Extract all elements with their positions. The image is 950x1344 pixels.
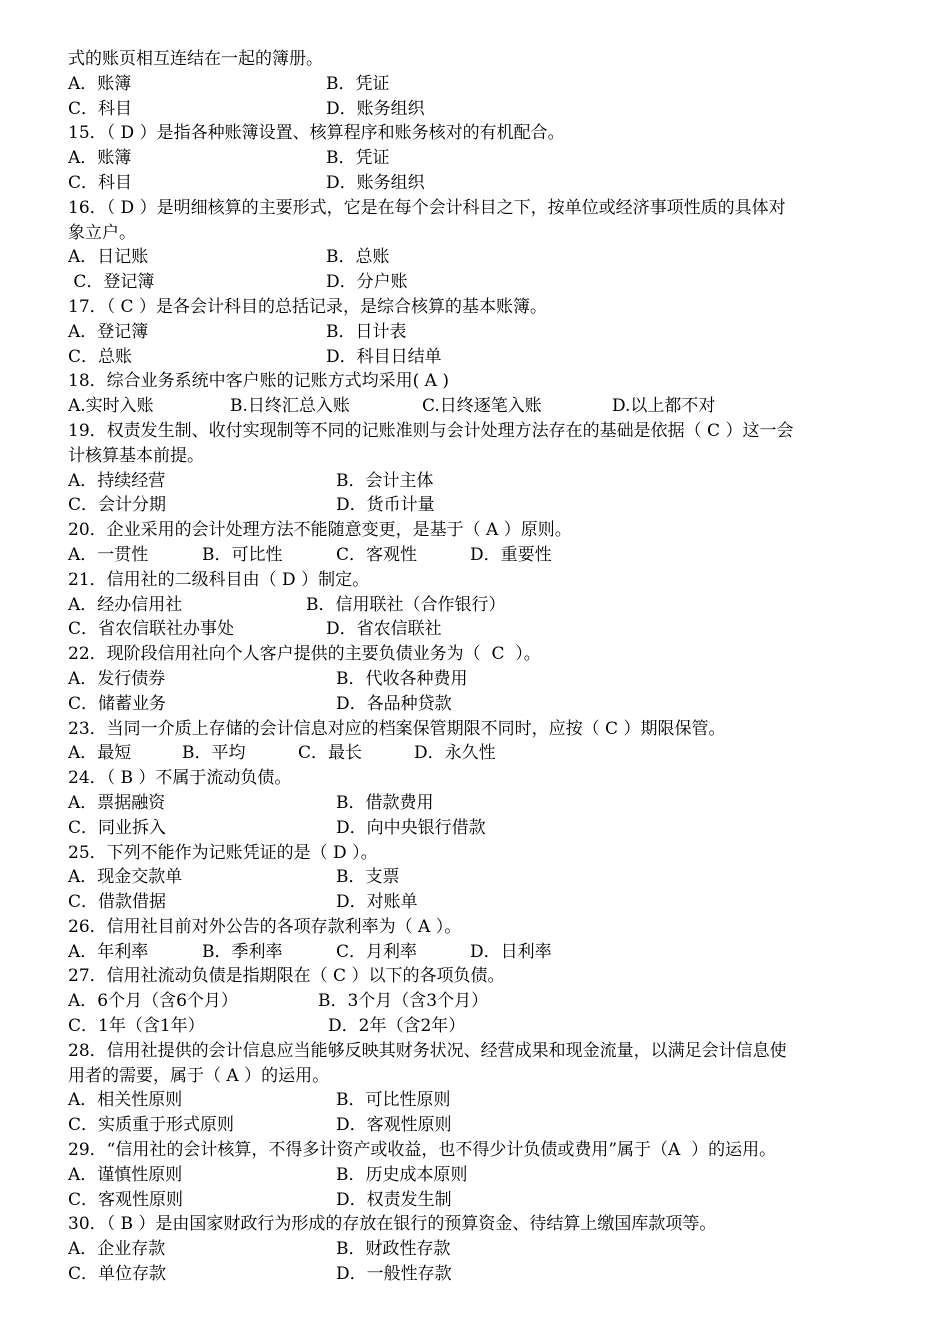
answer-option: B．财政性存款 xyxy=(336,1239,451,1260)
answer-option: D．分户账 xyxy=(326,272,408,293)
question-text-line: 20．企业采用的会计处理方法不能随意变更，是基于（ A ）原则。 xyxy=(68,520,572,541)
answer-option: B．可比性 xyxy=(202,544,283,565)
answer-option: C．借款借据 xyxy=(68,892,167,913)
options-row xyxy=(68,692,898,717)
options-row xyxy=(68,791,898,816)
options-row xyxy=(68,593,898,618)
options-row xyxy=(68,146,898,171)
answer-option: D．科目日结单 xyxy=(326,346,442,367)
answer-option: A．6个月（含6个月） xyxy=(68,991,238,1012)
options-row xyxy=(68,543,898,568)
answer-option: C．客观性 xyxy=(336,544,418,565)
question-text-line: 28．信用社提供的会计信息应当能够反映其财务状况、经营成果和现金流量，以满足会计信息使 xyxy=(68,1040,787,1061)
options-row xyxy=(68,1237,898,1262)
answer-option: A．票据融资 xyxy=(68,792,166,813)
answer-option: B．会计主体 xyxy=(336,470,434,491)
answer-option: A．经办信用社 xyxy=(68,594,183,615)
question-text-line: 23．当同一介质上存储的会计信息对应的档案保管期限不同时，应按（ C ）期限保管。 xyxy=(68,718,726,739)
answer-option: C．最长 xyxy=(298,743,363,764)
question-text-line: 16．（ D ）是明细核算的主要形式，它是在每个会计科目之下，按单位或经济事项性质的具体对 xyxy=(68,197,786,218)
answer-option: B．日计表 xyxy=(326,321,407,342)
options-row xyxy=(68,171,898,196)
options-row xyxy=(68,1014,898,1039)
answer-option: B．可比性原则 xyxy=(336,1090,451,1111)
answer-option: B．季利率 xyxy=(202,941,283,962)
answer-option: B．平均 xyxy=(182,743,246,764)
answer-option: D．向中央银行借款 xyxy=(336,817,486,838)
answer-option: A.实时入账 xyxy=(68,396,154,417)
answer-option: C．总账 xyxy=(68,346,133,367)
answer-option: A．登记簿 xyxy=(68,321,149,342)
options-row xyxy=(68,865,898,890)
answer-option: D．对账单 xyxy=(336,892,418,913)
question-text-line: 15．（ D ）是指各种账簿设置、核算程序和账务核对的有机配合。 xyxy=(68,123,565,144)
options-row xyxy=(68,741,898,766)
answer-option: A．年利率 xyxy=(68,941,149,962)
answer-option: B．信用联社（合作银行） xyxy=(306,594,506,615)
options-row xyxy=(68,989,898,1014)
answer-option: C.日终逐笔入账 xyxy=(422,396,542,417)
answer-option: D．权责发生制 xyxy=(336,1189,452,1210)
options-row xyxy=(68,394,898,419)
answer-option: A．谨慎性原则 xyxy=(68,1164,183,1185)
question-text-line: 27．信用社流动负债是指期限在（ C ）以下的各项负债。 xyxy=(68,966,505,987)
options-row xyxy=(68,270,898,295)
question-text-line: 式的账页相互连结在一起的簿册。 xyxy=(68,49,323,69)
answer-option: D．2年（含2年） xyxy=(328,1016,466,1037)
answer-option: A．相关性原则 xyxy=(68,1090,183,1111)
answer-option: D．各品种贷款 xyxy=(336,693,452,714)
options-row xyxy=(68,667,898,692)
answer-option: D．永久性 xyxy=(414,743,496,764)
answer-option: D．重要性 xyxy=(470,544,552,565)
answer-option: B．支票 xyxy=(336,867,400,888)
answer-option: B．凭证 xyxy=(326,73,390,94)
options-row xyxy=(68,345,898,370)
answer-option: C．省农信联社办事处 xyxy=(68,619,235,640)
options-row xyxy=(68,816,898,841)
answer-option: D．账务组织 xyxy=(326,172,425,193)
question-text-line: 29．“信用社的会计核算，不得多计资产或收益，也不得少计负债或费用”属于（A ）的运用。 xyxy=(68,1140,777,1161)
answer-option: D．货币计量 xyxy=(336,495,435,516)
answer-option: C．1年（含1年） xyxy=(68,1016,205,1037)
options-row xyxy=(68,1088,898,1113)
answer-option: A．日记账 xyxy=(68,247,149,268)
answer-option: B．借款费用 xyxy=(336,792,434,813)
options-row xyxy=(68,245,898,270)
answer-option: C．单位存款 xyxy=(68,1264,167,1285)
answer-option: B．总账 xyxy=(326,247,390,268)
answer-option: C．客观性原则 xyxy=(68,1189,184,1210)
answer-option: D．账务组织 xyxy=(326,98,425,119)
question-text-line: 22．现阶段信用社向个人客户提供的主要负债业务为（ C ）。 xyxy=(68,644,541,665)
question-text-line: 17．（ C ）是各会计科目的总括记录，是综合核算的基本账簿。 xyxy=(68,296,547,317)
answer-option: A．持续经营 xyxy=(68,470,166,491)
answer-option: A．企业存款 xyxy=(68,1239,166,1260)
options-row xyxy=(68,469,898,494)
answer-option: C．科目 xyxy=(68,98,133,119)
question-document xyxy=(68,47,898,1287)
question-text-line: 26．信用社目前对外公告的各项存款利率为（ A ）。 xyxy=(68,916,462,937)
answer-option: A．发行债券 xyxy=(68,668,166,689)
options-row xyxy=(68,617,898,642)
answer-option: D．日利率 xyxy=(470,941,552,962)
options-row xyxy=(68,1262,898,1287)
question-text-line: 18．综合业务系统中客户账的记账方式均采用( A ) xyxy=(68,371,449,392)
answer-option: D．一般性存款 xyxy=(336,1264,452,1285)
options-row xyxy=(68,890,898,915)
answer-option: C．登记簿 xyxy=(68,272,155,293)
question-text-line: 象立户。 xyxy=(68,222,136,243)
answer-option: B.日终汇总入账 xyxy=(230,396,350,417)
question-text-line: 24．（ B ）不属于流动负债。 xyxy=(68,768,292,789)
answer-option: C．储蓄业务 xyxy=(68,693,167,714)
question-text-line: 25．下列不能作为记账凭证的是（ D ）。 xyxy=(68,842,378,863)
options-row xyxy=(68,97,898,122)
answer-option: C．月利率 xyxy=(336,941,418,962)
answer-option: D．省农信联社 xyxy=(326,619,442,640)
answer-option: C．会计分期 xyxy=(68,495,167,516)
question-text-line: 计核算基本前提。 xyxy=(68,445,204,466)
options-row xyxy=(68,1188,898,1213)
answer-option: D．客观性原则 xyxy=(336,1115,452,1136)
options-row xyxy=(68,940,898,965)
options-row xyxy=(68,72,898,97)
answer-option: A．账簿 xyxy=(68,73,132,94)
answer-option: C．实质重于形式原则 xyxy=(68,1115,235,1136)
options-row xyxy=(68,493,898,518)
answer-option: B．历史成本原则 xyxy=(336,1164,468,1185)
answer-option: B．代收各种费用 xyxy=(336,668,468,689)
question-text-line: 19．权责发生制、收付实现制等不同的记账准则与会计处理方法存在的基础是依据（ C ）这一会 xyxy=(68,420,794,441)
options-row xyxy=(68,1113,898,1138)
answer-option: A．最短 xyxy=(68,743,132,764)
answer-option: C．同业拆入 xyxy=(68,817,167,838)
answer-option: A．一贯性 xyxy=(68,544,149,565)
question-text-line: 30．（ B ）是由国家财政行为形成的存放在银行的预算资金、待结算上缴国库款项等。 xyxy=(68,1214,717,1235)
answer-option: A．账簿 xyxy=(68,148,132,169)
answer-option: C．科目 xyxy=(68,172,133,193)
question-text-line: 用者的需要，属于（ A ）的运用。 xyxy=(68,1065,330,1086)
answer-option: B．凭证 xyxy=(326,148,390,169)
options-row xyxy=(68,1163,898,1188)
answer-option: B．3个月（含3个月） xyxy=(318,991,489,1012)
options-row xyxy=(68,320,898,345)
question-text-line: 21．信用社的二级科目由（ D ）制定。 xyxy=(68,569,370,590)
answer-option: D.以上都不对 xyxy=(612,396,716,417)
answer-option: A．现金交款单 xyxy=(68,867,183,888)
